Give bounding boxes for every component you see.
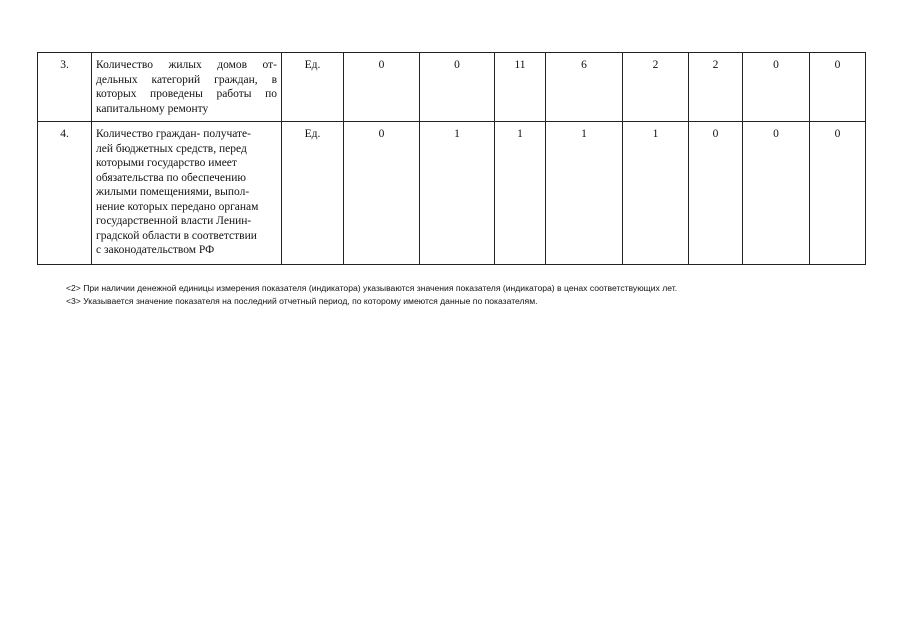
value-cell: 2 xyxy=(623,53,689,122)
footnotes xyxy=(66,282,677,308)
indicator-name xyxy=(92,53,282,122)
indicator-name-line: которых проведены работы по xyxy=(96,88,277,100)
table-row xyxy=(38,53,866,122)
indicator-name-line: жилыми помещениями, выпол- xyxy=(96,186,250,198)
value-cell: 1 xyxy=(546,122,623,265)
indicator-name-line: государственной власти Ленин- xyxy=(96,215,252,227)
indicators-table xyxy=(37,52,866,265)
indicator-name-line: которыми государство имеет xyxy=(96,157,237,169)
value-cell: 0 xyxy=(810,122,866,265)
value-cell: 0 xyxy=(743,122,810,265)
indicator-name-line: Количество жилых домов от- xyxy=(96,59,277,71)
indicator-name-line: Количество граждан- получате- xyxy=(96,128,251,140)
value-cell: 6 xyxy=(546,53,623,122)
value-cell: 0 xyxy=(810,53,866,122)
footnote: <2> При наличии денежной единицы измерения показателя (индикатора) указываются значения показателя (индикатора) в ценах соответствующих лет. xyxy=(66,283,678,293)
value-cell: 0 xyxy=(344,53,420,122)
value-cell: 0 xyxy=(420,53,495,122)
row-number: 4. xyxy=(38,122,92,265)
value-cell: 1 xyxy=(495,122,546,265)
indicator-name-line: с законодательством РФ xyxy=(96,244,215,256)
value-cell: 0 xyxy=(344,122,420,265)
indicator-name-line: нение которых передано органам xyxy=(96,200,259,213)
value-cell: 0 xyxy=(743,53,810,122)
footnote: <3> Указывается значение показателя на последний отчетный период, по которому имеются данные по показателям. xyxy=(66,296,538,306)
value-cell: 2 xyxy=(689,53,743,122)
unit-cell: Ед. xyxy=(282,53,344,122)
indicator-name-line: дельных категорий граждан, в xyxy=(96,73,277,86)
indicator-name-line: обязательства по обеспечению xyxy=(96,171,246,184)
indicator-name-line: лей бюджетных средств, перед xyxy=(96,142,247,155)
value-cell: 11 xyxy=(495,53,546,122)
indicator-name-line: капитальному ремонту xyxy=(96,102,209,115)
row-number: 3. xyxy=(38,53,92,122)
unit-cell: Ед. xyxy=(282,122,344,265)
value-cell: 1 xyxy=(623,122,689,265)
value-cell: 0 xyxy=(689,122,743,265)
table-row xyxy=(38,122,866,265)
indicator-name-line: градской области в соответствии xyxy=(96,229,257,242)
value-cell: 1 xyxy=(420,122,495,265)
indicator-name xyxy=(92,122,282,265)
